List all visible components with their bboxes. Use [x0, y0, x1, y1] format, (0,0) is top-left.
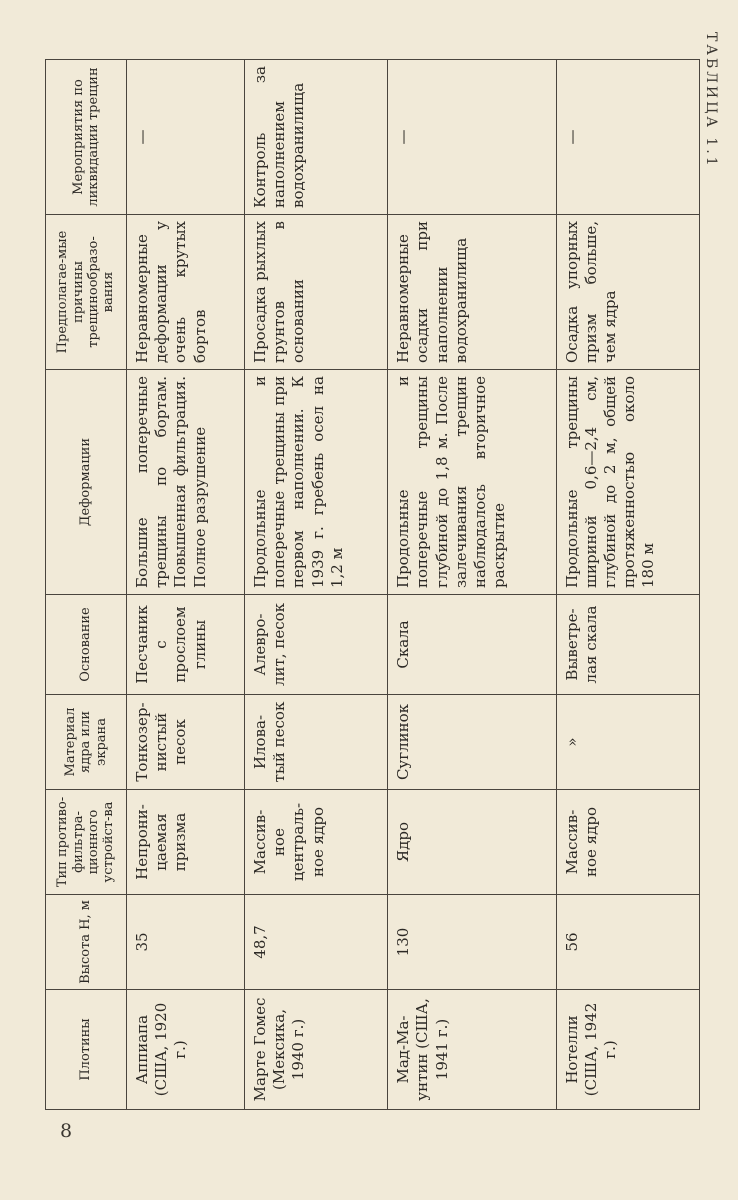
cell-measures: — — [127, 60, 245, 215]
cell-height: 56 — [556, 895, 699, 990]
cell-causes: Неравномерные деформации у очень крутых бортов — [127, 215, 245, 370]
cell-causes: Неравномерные осадки при наполнении водохранилища — [388, 215, 556, 370]
header-base: Основание — [46, 595, 127, 695]
cell-measures: — — [388, 60, 556, 215]
cell-device: Непрони-цаемая призма — [127, 790, 245, 895]
table-row — [245, 60, 388, 1110]
cell-material: Илова-тый песок — [245, 695, 388, 790]
cell-causes: Осадка упорных призм больше, чем ядра — [556, 215, 699, 370]
cell-deformation: Продольные и поперечные трещины при первом наполнении. К 1939 г. гребень осел на 1,2 м — [245, 370, 388, 595]
cell-material: Суглинок — [388, 695, 556, 790]
cell-device: Массив-ное централь-ное ядро — [245, 790, 388, 895]
cell-device: Ядро — [388, 790, 556, 895]
header-measures: Мероприятия по ликвидации трещин — [46, 60, 127, 215]
cell-base: Песчаник с прослоем глины — [127, 595, 245, 695]
cell-dam: Марте Гомес (Мексика, 1940 г.) — [245, 990, 388, 1110]
cell-height: 48,7 — [245, 895, 388, 990]
table-row — [556, 60, 699, 1110]
cell-base: Скала — [388, 595, 556, 695]
table-caption: ТАБЛИЦА 1.1 — [703, 32, 719, 169]
cell-height: 35 — [127, 895, 245, 990]
cell-dam: Аппиапа (США, 1920 г.) — [127, 990, 245, 1110]
header-material: Материал ядра или экрана — [46, 695, 127, 790]
table-row — [388, 60, 556, 1110]
cell-dam: Мад-Ма-унтин (США, 1941 г.) — [388, 990, 556, 1110]
header-device: Тип противо-фильтра-ционного устройст-ва — [46, 790, 127, 895]
cell-base: Алевро-лит, песок — [245, 595, 388, 695]
cell-deformation: Продольные и поперечные трещины глубиной до 1,8 м. После залечивания трещин наблюдалось вторичное раскрытие — [388, 370, 556, 595]
header-deformation: Деформации — [46, 370, 127, 595]
header-dam: Плотины — [46, 990, 127, 1110]
header-height: Высота H, м — [46, 895, 127, 990]
cell-deformation: Большие поперечные трещины по бортам. Повышенная фильтрация. Полное разрушение — [127, 370, 245, 595]
cell-base: Выветре-лая скала — [556, 595, 699, 695]
cell-measures: — — [556, 60, 699, 215]
cell-measures: Контроль за наполнением водохранилища — [245, 60, 388, 215]
cell-causes: Просадка рыхлых грунтов в основании — [245, 215, 388, 370]
cell-dam: Нотелли (США, 1942 г.) — [556, 990, 699, 1110]
cell-deformation: Продольные трещины шириной 0,6—2,4 см, глубиной до 2 м, общей протяженностью около 180 м — [556, 370, 699, 595]
rotated-table-wrapper — [45, 60, 700, 1110]
page-number: 8 — [60, 1120, 73, 1142]
cell-device: Массив-ное ядро — [556, 790, 699, 895]
cell-material: Тонкозер-нистый песок — [127, 695, 245, 790]
table-header-row — [46, 60, 127, 1110]
dam-cracks-table — [45, 59, 700, 1110]
header-causes: Предполагае-мые причины трещинообразо-вания — [46, 215, 127, 370]
cell-height: 130 — [388, 895, 556, 990]
table-row — [127, 60, 245, 1110]
cell-material: » — [556, 695, 699, 790]
